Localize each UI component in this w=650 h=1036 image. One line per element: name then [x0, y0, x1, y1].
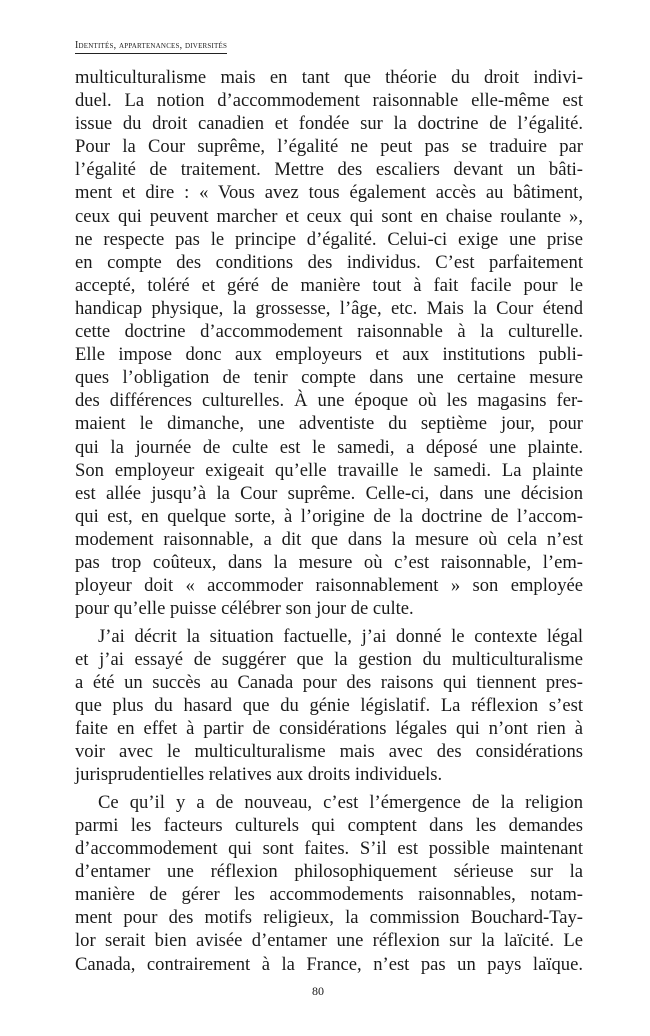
- text-line: des différences culturelles. À une époque où les magasins fer-: [75, 390, 583, 412]
- text-line: jurisprudentielles relatives aux droits individuels.: [75, 764, 443, 786]
- running-header: Identités, appartenances, diversités: [75, 40, 227, 54]
- text-line: multiculturalisme mais en tant que théorie du droit indivi-: [75, 67, 583, 88]
- text-line: ment pour des motifs religieux, la commission Bouchard-Tay-: [75, 907, 583, 929]
- text-line: handicap physique, la grossesse, l’âge, etc. Mais la Cour étend: [75, 297, 583, 319]
- text-line: et j’ai essayé de suggérer que la gestion du multiculturalisme: [75, 648, 583, 670]
- text-line: faite en effet à partir de considérations légales qui n’ont rien à: [75, 718, 583, 740]
- text-line: ne respecte pas le principe d’égalité. Celui-ci exige une prise: [75, 228, 583, 250]
- text-line: pas trop coûteux, dans la mesure où c’est raisonnable, l’em-: [75, 551, 583, 573]
- text-line: Ce qu’il y a de nouveau, c’est l’émergence de la religion: [98, 791, 583, 813]
- text-line: parmi les facteurs culturels qui comptent dans les demandes: [75, 815, 583, 836]
- text-line: Elle impose donc aux employeurs et aux institutions publi-: [75, 344, 583, 366]
- text-line: ques l’obligation de tenir compte dans une certaine mesure: [75, 367, 583, 389]
- text-line: qui est, en quelque sorte, à l’origine de la doctrine de l’accom-: [75, 505, 583, 527]
- paragraph: [75, 625, 583, 787]
- text-line: J’ai décrit la situation factuelle, j’ai donné le contexte légal: [98, 625, 583, 647]
- text-line: l’égalité de traitement. Mettre des escaliers devant un bâti-: [75, 159, 583, 181]
- text-line: en compte des conditions des individus. C’est parfaitement: [75, 251, 583, 273]
- text-line: modement raisonnable, a dit que dans la mesure où cela n’est: [75, 528, 583, 550]
- text-line: ployeur doit « accommoder raisonnablement » son employée: [75, 575, 583, 597]
- text-line: Pour la Cour suprême, l’égalité ne peut pas se traduire par: [75, 136, 583, 158]
- paragraph: [75, 791, 583, 976]
- text-line: Son employeur exigeait qu’elle travaille le samedi. La plainte: [75, 459, 583, 481]
- text-line: lor serait bien avisée d’entamer une réflexion sur la laïcité. Le: [75, 930, 583, 952]
- text-line: accepté, toléré et géré de manière tout à fait facile pour le: [75, 274, 583, 296]
- paragraph: [75, 66, 583, 620]
- text-line: cette doctrine d’accommodement raisonnable à la culturelle.: [75, 321, 583, 343]
- text-line: duel. La notion d’accommodement raisonnable elle-même est: [75, 90, 583, 112]
- text-line: ceux qui peuvent marcher et ceux qui sont en chaise roulante »,: [75, 205, 583, 227]
- text-line: que plus du hasard que du génie législatif. La réflexion s’est: [75, 695, 583, 717]
- page-number: 80: [312, 984, 324, 998]
- text-line: manière de gérer les accommodements raisonnables, notam-: [75, 884, 583, 906]
- text-line: Canada, contrairement à la France, n’est pas un pays laïque.: [75, 953, 583, 975]
- text-line: qui la journée de culte est le samedi, a déposé une plainte.: [75, 436, 583, 458]
- text-line: issue du droit canadien et fondée sur la doctrine de l’égalité.: [75, 113, 583, 135]
- text-line: ment et dire : « Vous avez tous également accès au bâtiment,: [75, 182, 583, 204]
- text-line: pour qu’elle puisse célébrer son jour de culte.: [75, 598, 414, 620]
- text-line: voir avec le multiculturalisme mais avec des considérations: [75, 741, 583, 763]
- body-text: [75, 66, 583, 980]
- text-line: a été un succès au Canada pour des raisons qui tiennent pres-: [75, 671, 583, 693]
- text-line: est allée jusqu’à la Cour suprême. Celle-ci, dans une décision: [75, 482, 583, 504]
- text-line: maient le dimanche, une adventiste du septième jour, pour: [75, 413, 583, 435]
- text-line: d’accommodement qui sont faites. S’il est possible maintenant: [75, 838, 583, 860]
- text-line: d’entamer une réflexion philosophiquement sérieuse sur la: [75, 861, 583, 883]
